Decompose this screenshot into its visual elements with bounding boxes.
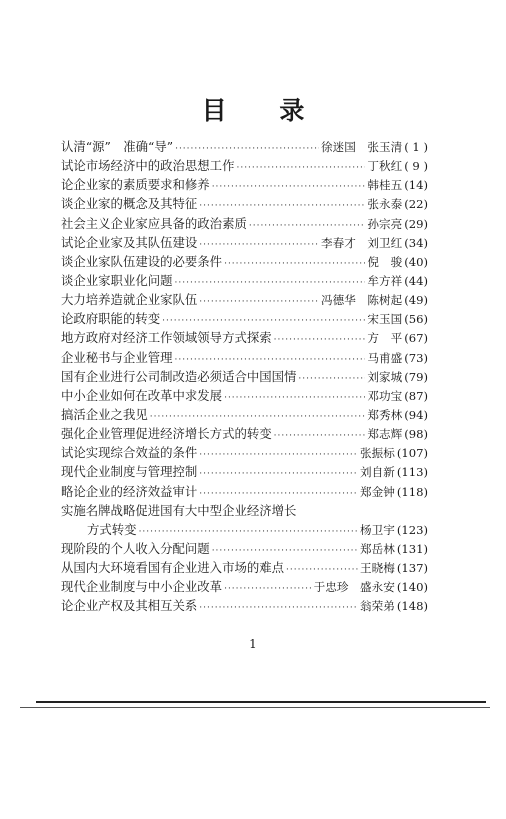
toc-entry-page: (79) <box>404 369 428 384</box>
toc-entry-title: 谈企业家队伍建设的必要条件 <box>61 253 223 269</box>
toc-entry-title: 国有企业进行公司制改造必须适合中国国情 <box>61 368 297 384</box>
toc-entry <box>61 271 428 290</box>
toc-dot-leader <box>199 465 358 484</box>
toc-entry-author: 张永泰 <box>367 197 403 212</box>
toc-entry-page: (113) <box>396 465 428 480</box>
toc-dot-leader <box>236 159 365 178</box>
toc-entry-title: 社会主义企业家应具备的政治素质 <box>61 215 247 231</box>
toc-entry <box>61 558 428 577</box>
toc-entry-title: 谈企业家职业化问题 <box>61 272 173 288</box>
toc-dot-leader <box>286 561 358 580</box>
toc-entry-title: 地方政府对经济工作领域领导方式探索 <box>61 330 272 346</box>
toc-entry-page: (49) <box>404 293 428 308</box>
toc-entry <box>61 443 428 462</box>
toc-entry-author: 刘家城 <box>367 369 403 384</box>
toc-entry-title: 试论企业家及其队伍建设 <box>61 234 198 250</box>
toc-entry-title: 从国内大环境看国有企业进入市场的难点 <box>61 560 285 576</box>
toc-entry-title: 略论企业的经济效益审计 <box>61 483 198 499</box>
toc-entry-title: 认清“源” 准确“导” <box>61 139 174 154</box>
toc-entry-author: 王晓梅 <box>360 561 395 576</box>
toc-entry-page: (148) <box>396 599 428 614</box>
toc-entry-title: 现阶段的个人收入分配问题 <box>61 540 210 556</box>
toc-entry <box>61 520 428 539</box>
toc-entry-page: ( 9 ) <box>404 159 428 174</box>
toc-entry <box>61 386 428 405</box>
toc-entry-page: (118) <box>396 484 428 499</box>
toc-entry-title: 大力培养造就企业家队伍 <box>61 292 198 308</box>
toc-entry <box>61 367 428 386</box>
toc-entry-page: (137) <box>396 561 428 576</box>
toc-entry <box>61 233 428 252</box>
toc-dot-leader <box>199 293 319 312</box>
toc-entry-page: (73) <box>404 350 428 365</box>
toc-entry-author: 郑秀林 <box>367 407 403 422</box>
table-of-contents <box>61 137 428 616</box>
toc-entry <box>61 156 428 175</box>
toc-entry <box>61 577 428 596</box>
toc-dot-leader <box>274 427 366 446</box>
toc-entry <box>61 328 428 347</box>
toc-entry-page: (87) <box>404 388 428 403</box>
toc-entry-author: 倪 骏 <box>367 254 403 269</box>
toc-dot-leader <box>298 370 365 389</box>
toc-entry-page: (123) <box>396 522 428 537</box>
footer-rule <box>36 701 486 703</box>
toc-entry-author: 郑金钟 <box>360 484 395 499</box>
toc-entry <box>61 348 428 367</box>
toc-entry-author: 马甫盛 <box>367 350 403 365</box>
toc-entry-page: ( 1 ) <box>404 140 428 154</box>
toc-entry-page: (67) <box>404 331 428 346</box>
toc-dot-leader <box>249 217 366 236</box>
toc-entry-author: 翁荣弟 <box>360 599 395 614</box>
toc-entry-title: 方式转变 <box>87 521 137 537</box>
toc-entry-page: (40) <box>404 254 428 269</box>
toc-entry-author: 邓功宝 <box>367 388 403 403</box>
toc-entry-title: 现代企业制度与管理控制 <box>61 464 198 480</box>
toc-entry-author: 杨卫宇 <box>360 522 395 537</box>
toc-entry-title: 搞活企业之我见 <box>61 406 148 422</box>
toc-entry-page: (140) <box>396 580 428 595</box>
toc-entry-author: 徐迷国 张玉清 <box>321 140 403 154</box>
toc-entry-author: 郑岳林 <box>360 541 395 556</box>
toc-entry-title: 实施名牌战略促进国有大中型企业经济增长 <box>61 502 297 518</box>
toc-dot-leader <box>274 331 366 350</box>
toc-entry-author: 冯德华 陈树起 <box>321 293 403 308</box>
toc-entry <box>61 539 428 558</box>
toc-entry <box>61 290 428 309</box>
toc-entry-page: (56) <box>404 312 428 327</box>
toc-entry <box>61 137 428 156</box>
toc-entry-page: (131) <box>396 541 428 556</box>
toc-entry-title: 论企业产权及其相互关系 <box>61 598 198 614</box>
toc-dot-leader <box>224 389 365 408</box>
toc-entry <box>61 252 428 271</box>
toc-entry-title: 论政府职能的转变 <box>61 311 161 327</box>
toc-entry-page: (44) <box>404 273 428 288</box>
toc-entry-author: 孙宗亮 <box>367 216 403 231</box>
toc-entry-page: (94) <box>404 407 428 422</box>
toc-dot-leader <box>224 580 312 599</box>
toc-entry <box>61 596 428 615</box>
toc-entry-title: 强化企业管理促进经济增长方式的转变 <box>61 426 272 442</box>
toc-entry-page: (29) <box>404 216 428 231</box>
toc-entry-author: 张振标 <box>360 446 395 461</box>
toc-entry-author: 丁秋红 <box>367 159 403 174</box>
toc-entry-author: 宋玉国 <box>367 312 403 327</box>
toc-entry-page: (14) <box>404 178 428 193</box>
toc-entry <box>61 501 428 520</box>
toc-entry-page: (34) <box>404 235 428 250</box>
toc-entry-title: 试论市场经济中的政治思想工作 <box>61 158 235 174</box>
toc-entry-author: 刘自新 <box>360 465 395 480</box>
toc-entry <box>61 462 428 481</box>
page-title: 目 录 <box>201 96 327 125</box>
toc-entry-title: 企业秘书与企业管理 <box>61 349 173 365</box>
toc-entry <box>61 424 428 443</box>
footer-rule-thin <box>20 707 490 708</box>
toc-entry <box>61 175 428 194</box>
toc-entry <box>61 214 428 233</box>
toc-entry-author: 方 平 <box>367 331 403 346</box>
toc-entry-author: 郑志辉 <box>367 427 403 442</box>
toc-entry-title: 试论实现综合效益的条件 <box>61 445 198 461</box>
toc-dot-leader <box>224 255 365 274</box>
toc-entry-title: 现代企业制度与中小企业改革 <box>61 579 223 595</box>
toc-entry <box>61 309 428 328</box>
toc-entry-title: 谈企业家的概念及其特征 <box>61 196 198 212</box>
toc-entry-page: (22) <box>404 197 428 212</box>
toc-entry <box>61 194 428 213</box>
page-number: 1 <box>249 637 257 651</box>
toc-entry-page: (98) <box>404 427 428 442</box>
toc-dot-leader <box>199 446 358 465</box>
toc-entry-page: (107) <box>396 446 428 461</box>
toc-entry-author: 牟方祥 <box>367 273 403 288</box>
toc-entry <box>61 482 428 501</box>
toc-entry-author: 李春才 刘卫红 <box>321 235 403 250</box>
toc-entry-title: 中小企业如何在改革中求发展 <box>61 387 223 403</box>
toc-entry-author: 于忠珍 盛永安 <box>313 580 395 595</box>
toc-entry <box>61 405 428 424</box>
toc-dot-leader <box>212 178 366 197</box>
toc-entry-title: 论企业家的素质要求和修养 <box>61 177 210 193</box>
toc-dot-leader <box>199 599 358 618</box>
toc-dot-leader <box>175 274 366 293</box>
toc-entry-author: 韩桂五 <box>367 178 403 193</box>
